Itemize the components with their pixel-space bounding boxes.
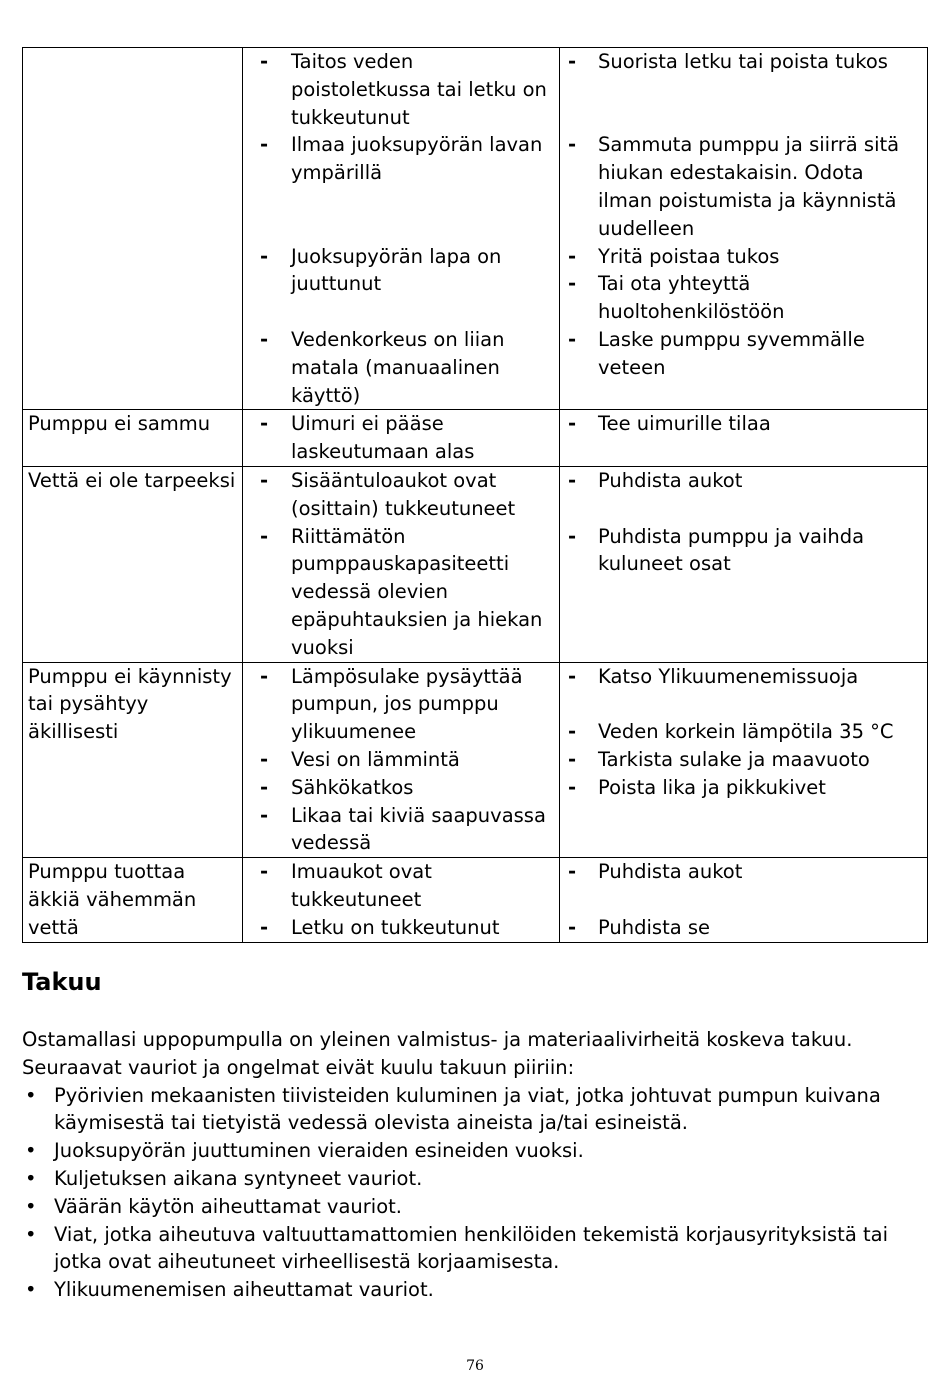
- page-number: 76: [466, 1358, 484, 1374]
- cause-cell: [243, 466, 560, 662]
- problem-cell: Pumppu ei käynnisty tai pysähtyy äkillisesti: [23, 662, 243, 858]
- remedy-item: - Yritä poistaa tukos: [560, 243, 927, 271]
- cause-item: - Vedenkorkeus on liian matala (manuaalinen käyttö): [243, 326, 559, 409]
- cause-item: - Imuaukot ovat tukkeutuneet: [243, 858, 559, 914]
- remedy-item: - Katso Ylikuumenemissuoja: [560, 663, 927, 691]
- list-item: • Pyörivien mekaanisten tiivisteiden kuluminen ja viat, jotka johtuvat pumpun kuivana käymisestä tai tietyistä vedessä olevista aineista ja/tai esineistä.: [22, 1082, 922, 1138]
- remedy-cell: [560, 48, 928, 410]
- list-item: • Kuljetuksen aikana syntyneet vauriot.: [22, 1165, 922, 1193]
- warranty-section: [22, 1026, 922, 1304]
- list-item: • Juoksupyörän juuttuminen vieraiden esineiden vuoksi.: [22, 1137, 922, 1165]
- cause-item: - Vesi on lämmintä: [243, 746, 559, 774]
- warranty-intro: Ostamallasi uppopumpulla on yleinen valmistus- ja materiaalivirheitä koskeva takuu.: [22, 1028, 853, 1051]
- remedy-item: - Sammuta pumppu ja siirrä sitä hiukan edestakaisin. Odota ilman poistumista ja käynnistä uudelleen: [560, 131, 927, 242]
- remedy-item: - Veden korkein lämpötila 35 °C: [560, 718, 927, 746]
- problem-cell: [23, 48, 243, 410]
- cause-item: - Ilmaa juoksupyörän lavan ympärillä: [243, 131, 559, 187]
- remedy-item: - Tai ota yhteyttä huoltohenkilöstöön: [560, 270, 927, 326]
- problem-cell: Pumppu ei sammu: [23, 410, 243, 467]
- remedy-cell: [560, 466, 928, 662]
- cause-item: - Letku on tukkeutunut: [243, 914, 559, 942]
- list-item: • Ylikuumenemisen aiheuttamat vauriot.: [22, 1276, 922, 1304]
- cause-item: - Sähkökatkos: [243, 774, 559, 802]
- cause-cell: [243, 48, 560, 410]
- list-item: • Väärän käytön aiheuttamat vauriot.: [22, 1193, 922, 1221]
- cause-item: - Sisääntuloaukot ovat (osittain) tukkeutuneet: [243, 467, 559, 523]
- problem-cell: Pumppu tuottaa äkkiä vähemmän vettä: [23, 858, 243, 942]
- remedy-item: - Puhdista se: [560, 914, 927, 942]
- remedy-item: - Puhdista aukot: [560, 467, 927, 495]
- table-row: [23, 858, 928, 942]
- cause-cell: [243, 662, 560, 858]
- exclusions-intro: Seuraavat vauriot ja ongelmat eivät kuulu takuun piiriin:: [22, 1055, 575, 1079]
- table-row: [23, 410, 928, 467]
- cause-item: - Taitos veden poistoletkussa tai letku on tukkeutunut: [243, 48, 559, 131]
- cause-item: - Uimuri ei pääse laskeutumaan alas: [243, 410, 559, 466]
- cause-cell: [243, 410, 560, 467]
- table-row: [23, 48, 928, 410]
- remedy-cell: [560, 410, 928, 467]
- remedy-item: - Laske pumppu syvemmälle veteen: [560, 326, 927, 382]
- cause-cell: [243, 858, 560, 942]
- remedy-item: - Tarkista sulake ja maavuoto: [560, 746, 927, 774]
- remedy-item: - Puhdista aukot: [560, 858, 927, 886]
- cause-item: - Juoksupyörän lapa on juuttunut: [243, 243, 559, 299]
- list-item: • Viat, jotka aiheutuva valtuuttamattomien henkilöiden tekemistä korjausyrityksistä tai jotka ovat aiheutuneet virheellisestä korjaamisesta.: [22, 1221, 922, 1277]
- warranty-heading: Takuu: [22, 968, 102, 996]
- table-row: [23, 662, 928, 858]
- remedy-item: - Tee uimurille tilaa: [560, 410, 927, 438]
- remedy-item: - Puhdista pumppu ja vaihda kuluneet osat: [560, 523, 927, 579]
- cause-item: - Likaa tai kiviä saapuvassa vedessä: [243, 802, 559, 858]
- cause-item: - Riittämätön pumppauskapasiteetti vedessä olevien epäpuhtauksien ja hiekan vuoksi: [243, 523, 559, 662]
- remedy-item: - Poista lika ja pikkukivet: [560, 774, 927, 802]
- remedy-cell: [560, 662, 928, 858]
- cause-item: - Lämpösulake pysäyttää pumpun, jos pumppu ylikuumenee: [243, 663, 559, 746]
- problem-cell: Vettä ei ole tarpeeksi: [23, 466, 243, 662]
- exclusions-list: [22, 1082, 922, 1304]
- remedy-cell: [560, 858, 928, 942]
- table-row: [23, 466, 928, 662]
- remedy-item: - Suorista letku tai poista tukos: [560, 48, 927, 76]
- troubleshooting-table: [22, 47, 928, 943]
